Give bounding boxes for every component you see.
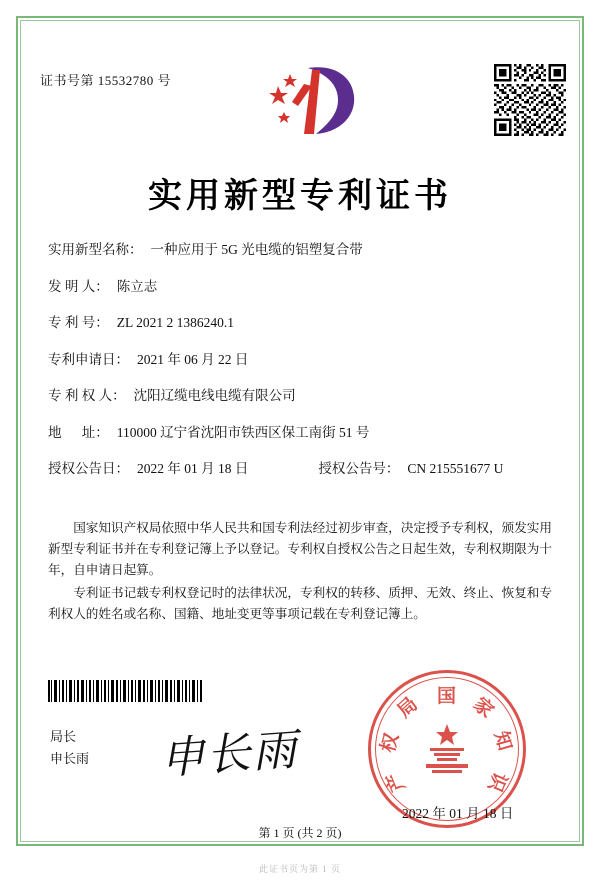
field-value-name: 一种应用于 5G 光电缆的铝塑复合带 [150,242,363,257]
field-row-inventor [48,275,552,295]
field-value-grant-number: CN 215551677 U [407,461,504,476]
legal-paragraph-1: 国家知识产权局依照中华人民共和国专利法经过初步审查，决定授予专利权，颁发实用新型专利证书并在专利登记簿上予以登记。专利权自授权公告之日起生效，专利权期限为十年，自申请日起算。 [48,521,552,577]
seal-char-4: 识 [483,769,511,795]
field-label-patentee: 专 利 权 人： [48,388,126,403]
handwritten-signature: 申长雨 [158,724,300,785]
barcode [48,680,204,702]
cnipa-logo-icon [268,62,360,138]
seal-char-7: 局 [393,693,422,723]
signature-name: 申长雨 [50,751,90,766]
field-value-inventor: 陈立志 [116,278,158,294]
field-value-address: 110000 辽宁省沈阳市铁西区保工南街 51 号 [116,424,370,440]
seal-char-1: 国 [437,685,457,707]
national-emblem-icon [416,722,478,776]
field-label-application-date: 专利申请日： [48,351,129,367]
seal-char-3: 知 [489,728,517,754]
field-row-grant [48,457,552,477]
field-value-patentee: 沈阳辽缆电线电缆有限公司 [133,388,296,403]
seal-char-6: 权 [376,730,404,756]
field-label-grant-date: 授权公告日： [48,461,129,476]
field-value-application-date: 2021 年 06 月 22 日 [137,351,249,367]
legal-text [48,518,552,627]
field-value-patent-number: ZL 2021 2 1386240.1 [116,315,234,330]
field-label-address: 地 址： [48,424,109,440]
field-label-grant-number: 授权公告号： [318,461,400,476]
field-label-patent-number: 专 利 号： [48,315,109,330]
field-value-grant-date: 2022 年 01 月 18 日 [137,461,249,476]
certificate-content [20,20,580,842]
signature-role: 局长 [50,729,77,744]
field-list [48,238,552,494]
field-row-application-date [48,348,552,368]
bottom-faint-text: 此证书页为第 1 页 [258,864,341,874]
seal-char-2: 家 [469,693,498,723]
certificate-number: 证书号第 15532780 号 [40,73,172,88]
field-row-patentee [48,384,552,404]
seal-date: 2022 年 01 月 18 日 [402,806,514,821]
qr-code [494,64,566,136]
field-label-inventor: 发 明 人： [48,278,109,294]
seal-char-5: 产 [382,769,410,795]
field-label-name: 实用新型名称： [48,242,143,257]
field-row-name [48,238,552,258]
field-row-patent-number [48,311,552,331]
signature-block [50,726,89,770]
legal-paragraph-2: 专利证书记载专利权登记时的法律状况，专利权的转移、质押、无效、终止、恢复和专利权人的姓名或名称、国籍、地址变更等事项记载在专利登记簿上。 [48,586,552,621]
page-footer: 第 1 页 (共 2 页) [258,826,342,840]
page-title: 实用新型专利证书 [148,176,452,216]
field-row-address [48,421,552,441]
